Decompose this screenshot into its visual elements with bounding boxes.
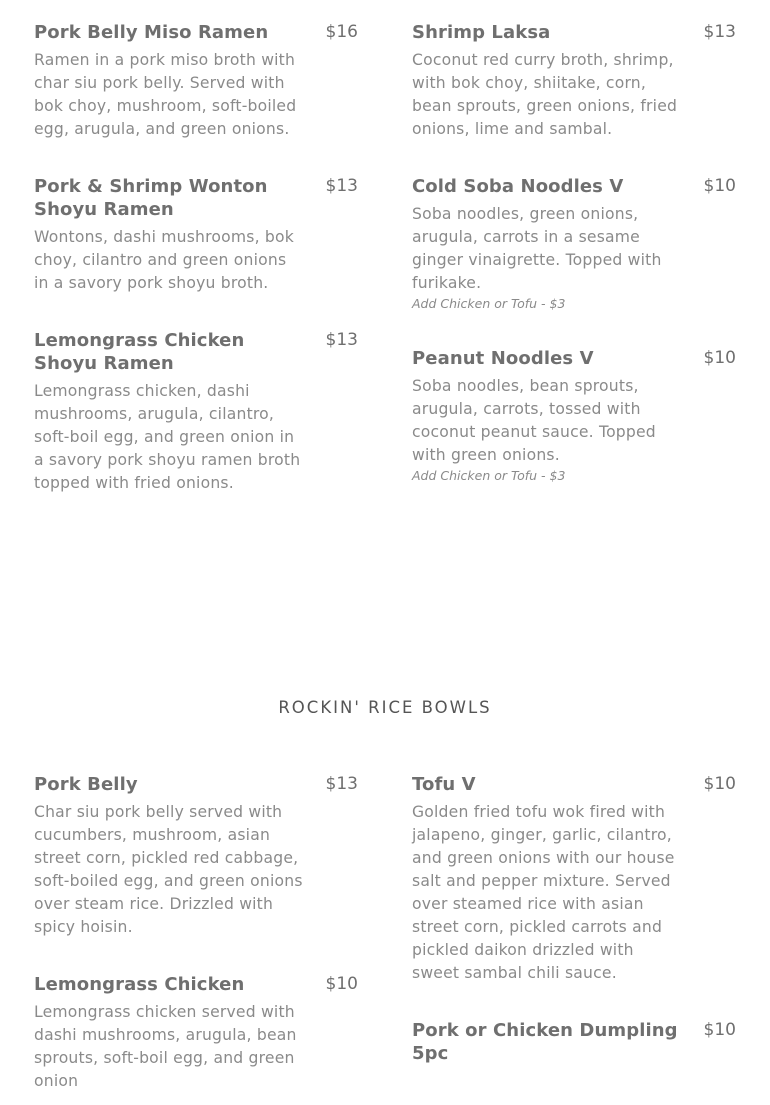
menu-item [34,175,358,295]
noodles-right-column [412,21,736,529]
item-description: Lemongrass chicken, dashi mushrooms, arugula, cilantro, soft-boil egg, and green onion in a savory pork shoyu ramen broth topped with fried onions. [34,382,301,492]
menu-item [34,973,358,1093]
item-price: $13 [703,22,736,42]
item-name: Pork & Shrimp Wonton Shoyu Ramen [34,176,268,220]
item-name: Peanut Noodles V [412,348,594,369]
menu-item [34,329,358,495]
item-description: Soba noodles, bean sprouts, arugula, carrots, tossed with coconut peanut sauce. Topped with green onions. [412,377,656,464]
item-price: $10 [703,1020,736,1040]
rice-bowls-left-column [34,773,358,1105]
menu-item [412,1019,736,1070]
item-description: Wontons, dashi mushrooms, bok choy, cilantro and green onions in a savory pork shoyu broth. [34,228,294,292]
noodles-left-column [34,21,358,529]
section-title-rice-bowls: ROCKIN' RICE BOWLS [278,698,492,717]
item-description: Coconut red curry broth, shrimp, with bok choy, shiitake, corn, bean sprouts, green onions, fried onions, lime and sambal. [412,51,678,138]
item-name: Pork Belly [34,774,138,795]
menu-item [34,21,358,141]
item-price: $10 [325,974,358,994]
item-price: $10 [703,176,736,196]
menu-item [412,347,736,485]
menu-item [412,21,736,141]
item-description: Ramen in a pork miso broth with char siu pork belly. Served with bok choy, mushroom, soft-boiled egg, arugula, and green onions. [34,51,297,138]
item-description: Soba noodles, green onions, arugula, carrots in a sesame ginger vinaigrette. Topped with furikake. [412,205,662,292]
item-addon-note: Add Chicken or Tofu - $3 [412,296,566,311]
item-price: $13 [325,774,358,794]
item-name: Cold Soba Noodles V [412,176,624,197]
item-name: Pork Belly Miso Ramen [34,22,269,43]
menu-item [34,773,358,939]
menu-item [412,175,736,313]
item-name: Lemongrass Chicken Shoyu Ramen [34,330,245,374]
item-name: Lemongrass Chicken [34,974,245,995]
item-name: Tofu V [412,774,476,795]
item-addon-note: Add Chicken or Tofu - $3 [412,468,566,483]
item-price: $13 [325,176,358,196]
item-price: $13 [325,330,358,350]
rice-bowls-right-column [412,773,736,1105]
noodles-menu-grid [34,21,736,529]
menu-item [412,773,736,985]
item-description: Golden fried tofu wok fired with jalapeno, ginger, garlic, cilantro, and green onions with our house salt and pepper mixture. Served over steamed rice with asian street corn, pickled carrots and pickled daikon drizzled with sweet sambal chili sauce. [412,803,675,982]
rice-bowls-menu-grid [34,773,736,1105]
item-name: Pork or Chicken Dumpling 5pc [412,1020,678,1064]
item-description: Char siu pork belly served with cucumbers, mushroom, asian street corn, pickled red cabbage, soft-boiled egg, and green onions over steam rice. Drizzled with spicy hoisin. [34,803,303,936]
item-price: $10 [703,348,736,368]
item-price: $16 [325,22,358,42]
item-description: Lemongrass chicken served with dashi mushrooms, arugula, bean sprouts, soft-boil egg, and green onion [34,1003,297,1090]
item-name: Shrimp Laksa [412,22,551,43]
item-price: $10 [703,774,736,794]
